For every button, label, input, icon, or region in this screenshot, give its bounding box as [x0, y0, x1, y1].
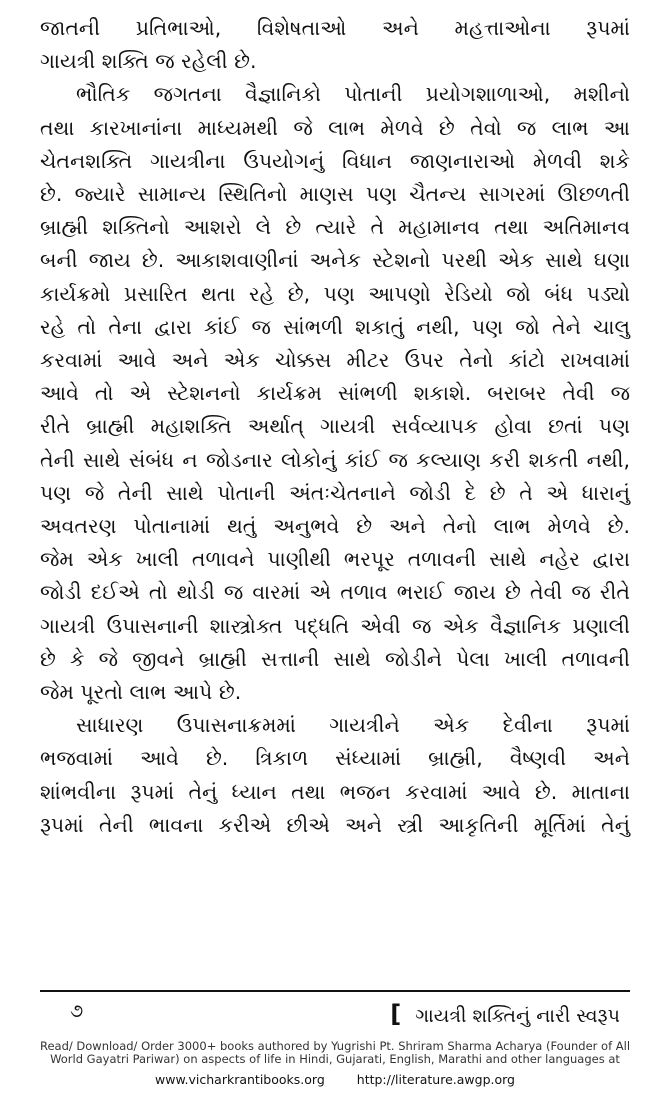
text-line: છે કે જે જીવને બ્રાહ્મી સત્તાની સાથે જોડીને પેલા ખાલી તળાવની	[40, 646, 630, 671]
text-line: અવતરણ પોતાનામાં થતું અનુભવે છે અને તેનો લાભ મેળવે છે.	[40, 514, 630, 539]
text-line: તેની સાથે સંબંધ ન જોડનાર લોકોનું કાંઈ જ કલ્યાણ કરી શકતી નથી,	[40, 447, 630, 472]
title-bracket: [	[390, 1000, 402, 1028]
footer-divider	[40, 990, 630, 992]
text-line: ચેતનશક્તિ ગાયત્રીના ઉપયોગનું વિધાન જાણનારાઓ મેળવી શકે	[40, 148, 630, 173]
text-line: તથા કારખાનાંના માધ્યમથી જે લાભ મેળવે છે તેવો જ લાભ આ	[40, 115, 630, 140]
page-footer	[40, 998, 630, 1028]
text-line: કરવામાં આવે અને એક ચોક્કસ મીટર ઉપર તેનો કાંટો રાખવામાં	[40, 348, 630, 373]
text-line: જેમ એક ખાલી તળાવને પાણીથી ભરપૂર તળાવની સાથે નહેર દ્વારા	[40, 547, 630, 572]
text-line: પણ જે તેની સાથે પોતાની અંતઃચેતનાને જોડી દે છે તે એ ધારાનું	[40, 480, 630, 505]
text-line: આવે તો એ સ્ટેશનનો કાર્યક્રમ સાંભળી શકાશે. બરાબર તેવી જ	[40, 381, 630, 406]
page-number: ૭	[70, 1000, 84, 1022]
text-line: સાધારણ ઉપાસનાક્રમમાં ગાયત્રીને એક દેવીના રૂપમાં	[76, 713, 630, 738]
credits-line: Read/ Download/ Order 3000+ books authored by Yugrishi Pt. Shriram Sharma Acharya (Founder of All	[39, 1039, 631, 1053]
text-line: બની જાય છે. આકાશવાણીનાં અનેક સ્ટેશનો પરથી એક સાથે ઘણા	[40, 248, 630, 273]
text-line: ગાયત્રી શક્તિ જ રહેલી છે.	[40, 49, 257, 74]
running-title	[390, 1000, 620, 1028]
text-line: રહે તો તેના દ્વારા કાંઈ જ સાંભળી શકાતું નથી, પણ જો તેને ચાલુ	[40, 314, 630, 339]
text-line: ભજવામાં આવે છે. ત્રિકાળ સંધ્યામાં બ્રાહ્મી, વૈષ્ણવી અને	[40, 746, 630, 771]
book-title: ગાયત્રી શક્તિનું નારી સ્વરૂપ	[415, 1005, 620, 1027]
text-line: રીતે બ્રાહ્મી મહાશક્તિ અર્થાત્ ગાયત્રી સર્વવ્યાપક હોવા છતાં પણ	[40, 414, 630, 439]
text-line: છે. જ્યારે સામાન્ય સ્થિતિનો માણસ પણ ચૈતન્ય સાગરમાં ઊછળતી	[40, 182, 630, 207]
text-line: જેમ પૂરતો લાભ આપે છે.	[40, 680, 242, 705]
text-line: શાંભવીના રૂપમાં તેનું ધ્યાન તથા ભજન કરવામાં આવે છે. માતાના	[40, 779, 630, 804]
text-line: કાર્યક્રમો પ્રસારિત થતા રહે છે, પણ આપણો રેડિયો જો બંધ પડ્યો	[40, 281, 630, 306]
vicharkranti-link[interactable]: www.vicharkrantibooks.org	[155, 1072, 325, 1087]
text-line: ભૌતિક જગતના વૈજ્ઞાનિકો પોતાની પ્રયોગશાળાઓ, મશીનો	[76, 82, 630, 107]
body-text	[40, 12, 630, 842]
text-line: જાતની પ્રતિભાઓ, વિશેષતાઓ અને મહત્તાઓના રૂપમાં	[40, 16, 630, 40]
text-line: ગાયત્રી ઉપાસનાની શાસ્ત્રોક્ત પદ્ધતિ એવી જ એક વૈજ્ઞાનિક પ્રણાલી	[40, 613, 630, 638]
website-links	[30, 1072, 640, 1087]
awgp-literature-link[interactable]: http://literature.awgp.org	[356, 1072, 515, 1087]
credits-text	[30, 1040, 640, 1066]
text-line: બ્રાહ્મી શક્તિનો આશરો લે છે ત્યારે તે મહામાનવ તથા અતિમાનવ	[40, 215, 630, 240]
credits-line: World Gayatri Pariwar) on aspects of life in Hindi, Gujarati, English, Marathi and other languages at	[50, 1052, 620, 1066]
text-line: રૂપમાં તેની ભાવના કરીએ છીએ અને સ્ત્રી આકૃતિની મૂર્તિમાં તેનું	[40, 812, 630, 837]
text-line: જોડી દઈએ તો થોડી જ વારમાં એ તળાવ ભરાઈ જાય છે તેવી જ રીતે	[40, 580, 630, 605]
